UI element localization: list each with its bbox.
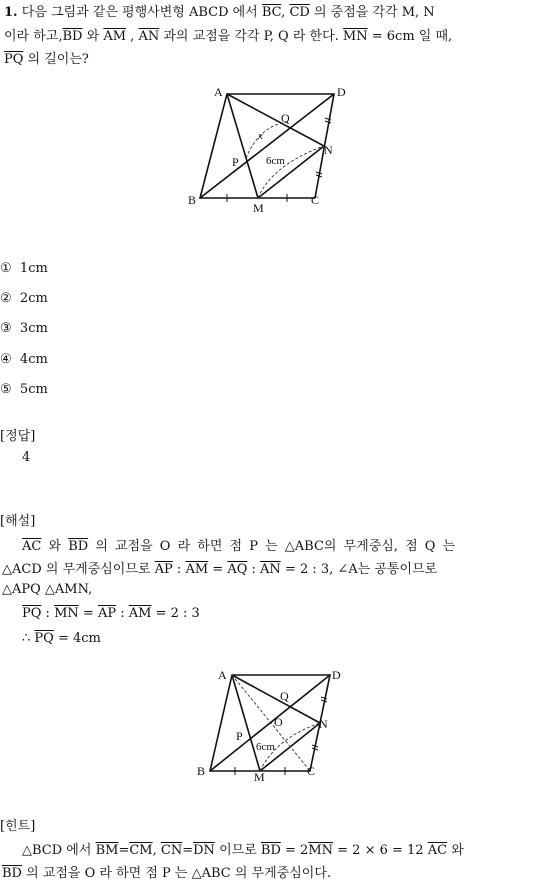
answer-value: 4	[22, 450, 31, 465]
equals: =	[182, 843, 194, 858]
segment-bc: $\overline{BC}$	[261, 5, 282, 20]
question-text: 의 길이는?	[27, 52, 89, 67]
diagonal-ac-line	[232, 675, 310, 771]
comma: ,	[281, 5, 286, 20]
explanation-heading: [해설]	[0, 514, 36, 529]
choice-mark: ①	[0, 261, 12, 276]
equals: =	[82, 606, 94, 621]
segment-cd: $\overline{CD}$	[289, 5, 310, 20]
label-q: Q	[281, 111, 290, 125]
choice-text: 2cm	[19, 291, 48, 306]
question-line-1	[4, 1, 435, 20]
hint-line-1	[22, 839, 464, 858]
label-m: M	[254, 770, 265, 784]
question-number: 1.	[4, 5, 18, 20]
dashed-arc-x	[246, 122, 288, 158]
choice-1[interactable]	[0, 261, 48, 276]
question-text: = 6cm 일 때,	[371, 29, 453, 44]
segment-ap: $\overline{AP}$	[154, 562, 173, 577]
question-text: 와	[86, 29, 100, 44]
hint-text: △BCD 에서	[22, 843, 92, 858]
label-6cm: 6cm	[256, 741, 275, 753]
therefore-symbol: ∴	[22, 631, 31, 646]
segment-bd-line	[200, 94, 334, 198]
explanation-line-3: △APQ △AMN,	[2, 582, 93, 597]
segment-cn: $\overline{CN}$	[160, 843, 183, 858]
segment-mn-line	[258, 146, 324, 198]
segment-mn: $\overline{MN}$	[308, 843, 334, 858]
colon: :	[176, 562, 182, 577]
segment-ac: $\overline{AC}$	[22, 539, 42, 554]
comma: ,	[152, 843, 157, 858]
label-x: x	[258, 130, 263, 142]
answer-heading: [정답]	[0, 429, 36, 444]
question-line-3	[4, 48, 89, 67]
segment-an-line	[227, 94, 324, 146]
label-n: N	[324, 143, 333, 157]
segment-am: $\overline{AM}$	[185, 562, 209, 577]
hint-text: 이므로	[219, 843, 257, 858]
segment-ac: $\overline{AC}$	[427, 843, 448, 858]
explanation-text: = 4cm	[57, 631, 101, 646]
equals: =	[118, 843, 130, 858]
explanation-text: 와	[48, 539, 62, 554]
explanation-text: △ACD 의 무게중심이므로	[2, 562, 151, 577]
label-p: P	[236, 729, 243, 743]
explanation-line-4	[22, 606, 200, 621]
segment-pq: $\overline{PQ}$	[34, 631, 54, 646]
segment-an: $\overline{AN}$	[138, 29, 160, 44]
segment-mn: $\overline{MN}$	[54, 606, 79, 621]
colon: :	[45, 606, 50, 621]
choice-text: 1cm	[19, 261, 48, 276]
label-d: D	[337, 85, 346, 99]
label-b: B	[197, 764, 206, 778]
equals: =	[212, 562, 224, 577]
label-a: A	[218, 668, 227, 682]
choice-mark: ④	[0, 352, 12, 367]
explanation-text: = 2 : 3, ∠A는 공통이므로	[284, 562, 438, 577]
segment-bd: $\overline{BD}$	[68, 539, 89, 554]
segment-am-line	[232, 675, 260, 771]
label-m: M	[253, 201, 264, 215]
segment-bd: $\overline{BD}$	[62, 29, 83, 44]
choice-3[interactable]	[0, 321, 48, 336]
label-d: D	[332, 668, 341, 682]
question-text: 다음 그림과 같은 평행사변형 ABCD 에서	[21, 5, 258, 20]
question-text: 의 중점을 각각 M, N	[313, 5, 435, 20]
segment-an: $\overline{AN}$	[260, 562, 281, 577]
choice-text: 3cm	[19, 321, 48, 336]
segment-cm: $\overline{CM}$	[129, 843, 153, 858]
segment-mn: $\overline{MN}$	[342, 29, 368, 44]
question-text: 이라 하고,	[4, 29, 63, 44]
parallelogram-figure-2	[190, 660, 360, 785]
hint-line-2	[2, 862, 331, 881]
comma: ,	[130, 29, 135, 44]
segment-bm: $\overline{BM}$	[95, 843, 119, 858]
explanation-text: = 2 : 3	[155, 606, 200, 621]
segment-am: $\overline{AM}$	[103, 29, 127, 44]
segment-aq: $\overline{AQ}$	[227, 562, 248, 577]
explanation-text: 의 교점을 O 라 하면 점 P 는 △ABC의 무게중심, 점 Q 는	[95, 539, 456, 554]
choice-text: 4cm	[19, 352, 48, 367]
hint-text: 의 교점을 O 라 하면 점 P 는 △ABC 의 무게중심이다.	[26, 866, 332, 881]
segment-am-line	[227, 94, 258, 198]
segment-dn: $\overline{DN}$	[193, 843, 215, 858]
colon: :	[120, 606, 125, 621]
hint-text: 와	[451, 843, 464, 858]
choice-5[interactable]	[0, 382, 48, 397]
choice-4[interactable]	[0, 352, 48, 367]
label-o: O	[274, 715, 283, 729]
question-text: 과의 교점을 각각 P, Q 라 한다.	[163, 29, 339, 44]
hint-heading: [힌트]	[0, 819, 36, 834]
label-6cm: 6cm	[266, 155, 285, 167]
label-a: A	[214, 85, 223, 99]
segment-bd: $\overline{BD}$	[2, 866, 22, 881]
label-c: C	[311, 193, 320, 207]
label-b: B	[188, 193, 197, 207]
colon: :	[251, 562, 256, 577]
label-p: P	[232, 155, 239, 169]
label-n: N	[319, 717, 328, 731]
choice-mark: ③	[0, 321, 12, 336]
choice-text: 5cm	[19, 382, 48, 397]
segment-am: $\overline{AM}$	[128, 606, 152, 621]
hint-text: = 2	[285, 843, 309, 858]
explanation-line-1	[22, 535, 455, 554]
segment-ap: $\overline{AP}$	[97, 606, 117, 621]
segment-bd: $\overline{BD}$	[260, 843, 281, 858]
label-q: Q	[280, 689, 289, 703]
question-line-2	[4, 25, 452, 44]
hint-text: = 2 × 6 = 12	[337, 843, 424, 858]
choice-mark: ⑤	[0, 382, 12, 397]
parallelogram-figure-1	[180, 80, 360, 215]
label-c: C	[307, 764, 316, 778]
choice-2[interactable]	[0, 291, 48, 306]
segment-pq: $\overline{PQ}$	[22, 606, 42, 621]
segment-pq: $\overline{PQ}$	[4, 52, 24, 67]
explanation-line-2	[2, 558, 437, 577]
explanation-line-5	[22, 631, 101, 646]
choice-mark: ②	[0, 291, 12, 306]
